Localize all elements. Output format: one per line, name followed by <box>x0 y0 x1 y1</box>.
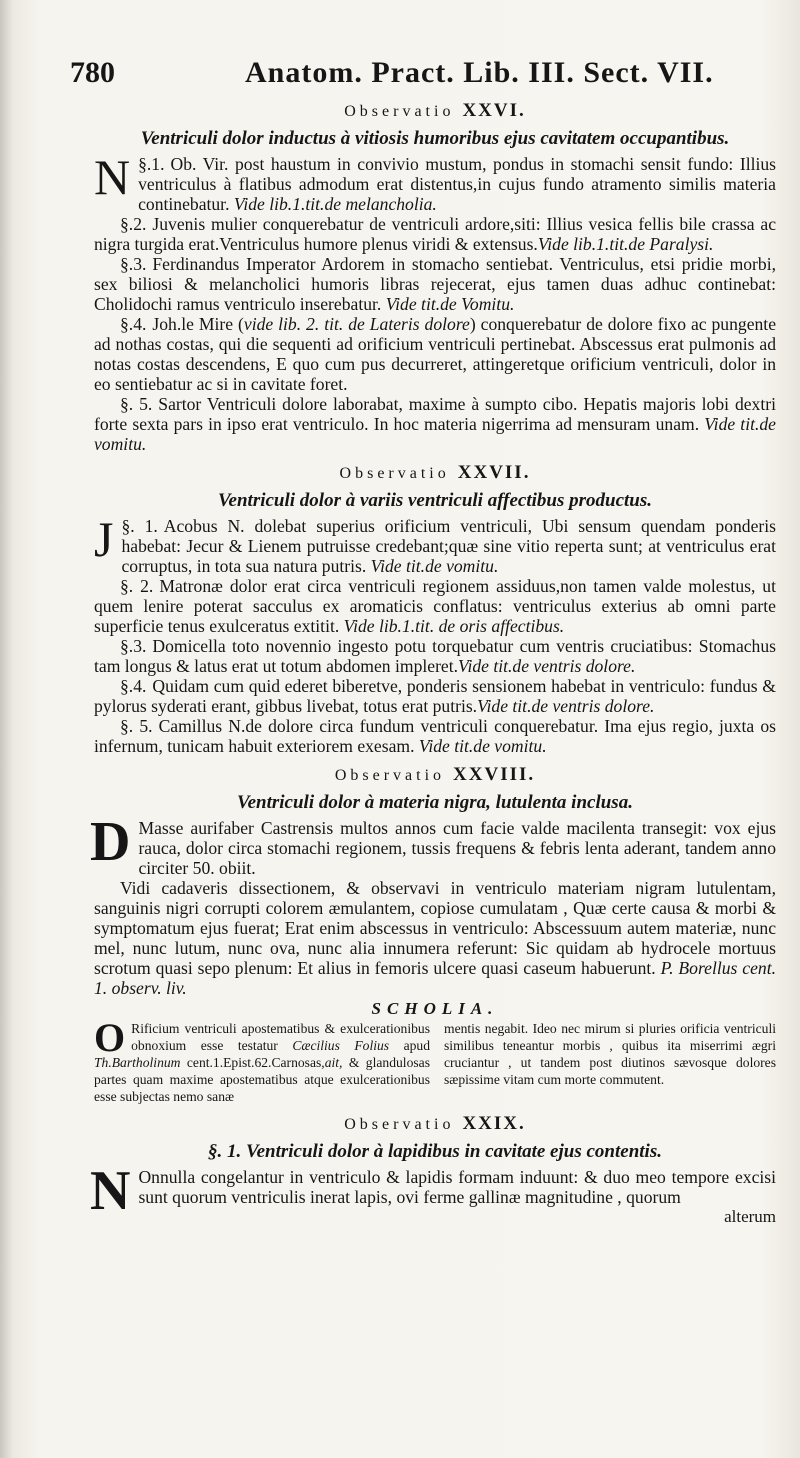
cross-reference: Vide lib.1.tit.de melancholia. <box>233 194 437 214</box>
text-column <box>90 96 776 1227</box>
page-number: 780 <box>70 56 115 89</box>
paragraph-text: Masse aurifaber Castrensis multos annos cum facie valde macilenta transegit: vox ejus rauca, dolor circa stomachi regionem, tussis frequens & febris lenta aderant, tandem anno circiter 50. obiit. <box>138 818 776 878</box>
paragraph-text: Joh.le Mire ( <box>152 314 244 334</box>
observation-subtitle: Ventriculi dolor inductus à vitiosis humoribus ejus cavitatem occupantibus. <box>140 128 730 149</box>
paragraph <box>90 811 776 878</box>
initial-capital: D <box>90 811 131 873</box>
initial-capital: N <box>90 1160 131 1222</box>
observation-heading <box>94 98 776 124</box>
author-name: Th.Bartholinum <box>94 1055 181 1070</box>
section-mark: §.4. <box>120 314 147 334</box>
cross-reference: Vide tit.de vomitu. <box>370 556 499 576</box>
scholia-text: ait, <box>324 1055 343 1070</box>
scholia-column-left <box>94 1015 430 1105</box>
page-gutter <box>0 0 14 1458</box>
paragraph-text: Onnulla congelantur in ventriculo & lapidis formam induunt: & duo meo tempore excisi sunt quorum ventriculis inerat lapis, ovi ferme gallinæ magnitudine , quorum <box>138 1167 776 1207</box>
section-mark: §. 5. <box>120 716 153 736</box>
paragraph <box>94 511 776 576</box>
running-title: Anatom. Pract. Lib. III. Sect. VII. <box>245 56 714 89</box>
paragraph-text: Camillus N.de dolore circa fundum ventriculi conquerebatur. Ima ejus regio, juxta os infernum, tunicam habuit exteriorem exesam. <box>94 716 776 756</box>
cross-reference: Vide tit.de vomitu. <box>418 736 547 756</box>
cross-reference: vide lib. 2. tit. de Lateris dolore <box>243 314 470 334</box>
observation-subtitle: §. 1. Ventriculi dolor à lapidibus in cavitate ejus contentis. <box>208 1141 662 1162</box>
observation-number: XXVII. <box>457 462 531 483</box>
author-name: Cæcilius Folius <box>292 1038 390 1053</box>
section-mark: §. 1. <box>121 516 158 536</box>
paragraph-text: Juvenis mulier conquerebatur de ventriculi ardore,siti: Illius vesica fellis bile crassa ac nigra turgida erat.Ventriculus humore plenus viridi & extensus. <box>94 214 776 254</box>
initial-capital: J <box>94 511 114 567</box>
paragraph-text: Matronæ dolor erat circa ventriculi regionem assiduus,non tamen valde molestus, ut quem lenire poterat sacculus ex aromaticis conflatus: ventriculus exterius ab omni parte superficie tenus exulceratus extitit. <box>94 576 776 636</box>
observation-label: Observatio <box>334 767 446 784</box>
paragraph-text: Domicella toto novennio ingesto potu torquebatur cum ventris cruciatibus: Stomachus tam longus & latus erat ut totum abdomen impleret. <box>94 636 776 676</box>
section-mark: §. 5. <box>120 394 153 414</box>
cross-reference: Vide tit.de ventris dolore. <box>458 656 636 676</box>
paragraph-text: Vidi cadaveris dissectionem, & observavi in ventriculo materiam nigram lutulentam, sanguinis nigri corrupti colorem æmulantem, copiose cumulatam , Quæ certe causa & morbi & symptomatum ejus fuerat; Erat enim abscessus in ventriculo: Abscessuum autem materiæ, nunc mel, nunc lutum, nunc ova, nunc alia innumera referunt: Sic quidam ab hydrocele mortuus scrotum quasi sepo plenum: Et alius in femoris ulcere quasi caseum habuerunt. <box>94 878 776 978</box>
paragraph <box>94 576 776 636</box>
paragraph <box>94 314 776 394</box>
scholia-column-right <box>444 1020 776 1105</box>
observation-label: Observatio <box>339 465 450 482</box>
paragraph <box>94 254 776 314</box>
paragraph-text: Sartor Ventriculi dolore laborabat, maxime à sumpto cibo. Hepatis majoris lobi dextri forte sexta pars in ipso erat ventriculo. In hoc materia nigerrima ad mensuram unam. <box>94 394 776 434</box>
catchword: alterum <box>724 1207 776 1226</box>
observation-heading <box>94 762 776 788</box>
paragraph <box>94 676 776 716</box>
scholia-text: apud <box>389 1038 430 1053</box>
cross-reference: Vide lib.1.tit. de oris affectibus. <box>343 616 565 636</box>
paragraph <box>94 716 776 756</box>
section-mark: §.3. <box>120 636 147 656</box>
section-mark: §.2. <box>120 214 147 234</box>
initial-capital: O <box>94 1015 126 1060</box>
paragraph <box>94 149 776 214</box>
observation-label: Observatio <box>344 1116 455 1133</box>
cross-reference: Vide lib.1.tit.de Paralysi. <box>537 234 714 254</box>
paragraph-text: Ferdinandus Imperator Ardorem in stomacho sentiebat. Ventriculus, etsi pridie morbi, sex biliosi & melancholici humoris libras rejecerat, ejus tamen duas adhuc continebat: Cholidochi ramus ventriculo inserebatur. <box>94 254 776 314</box>
running-header <box>70 56 760 98</box>
observation-heading <box>94 460 776 486</box>
observation-number: XXIX. <box>462 1113 526 1134</box>
section-mark: §.4. <box>120 676 147 696</box>
section-mark: §.3. <box>120 254 147 274</box>
paragraph-text: ) conquerebatur de dolore fixo ac pungente ad nothas costas, qui die sequenti ad orificium ventriculi pertinebat. Abscessus erat pulmonis ad notas costas descendens, E quo cum pus decurreret, attingeretque orificium ventriculi, dolor in eo sentiebatur ac si in cavitate foret. <box>94 314 776 394</box>
observation-subtitle: Ventriculi dolor à materia nigra, lutulenta inclusa. <box>237 792 633 813</box>
scholia-block <box>94 1015 776 1105</box>
paragraph <box>94 878 776 998</box>
scholia-text: & glandulosas partes quam maxime apostematibus atque exulcerationibus esse subjectas nemo sanæ <box>94 1055 430 1104</box>
section-mark: §.1. <box>138 154 165 174</box>
observation-number: XXVIII. <box>453 764 536 785</box>
paragraph-text: Ob. Vir. post haustum in convivio mustum, pondus in stomachi sensit fundo: Illius ventriculus à flatibus admodum erat distentus,in cujus fundo atramento similis materia continebatur. <box>138 154 776 214</box>
scholia-text: cent.1.Epist.62.Carnosas, <box>180 1055 325 1070</box>
paragraph-text: Acobus N. dolebat superius orificium ventriculi, Ubi sensum quendam ponderis habebat: Jecur & Lienem putruisse credebant;quæ sine vitio reperta sunt; at ventriculus erat corruptus, in tota sua natura putris. <box>121 516 776 576</box>
paragraph <box>94 394 776 454</box>
cross-reference: Vide tit.de Vomitu. <box>385 294 515 314</box>
cross-reference: Vide tit.de vomitu. <box>94 414 776 454</box>
section-mark: §. 2. <box>120 576 154 596</box>
observation-number: XXVI. <box>462 100 526 121</box>
observation-heading <box>94 1111 776 1137</box>
citation: P. Borellus cent. 1. observ. liv. <box>94 958 776 998</box>
scholia-text: Rificium ventriculi apostematibus & exulcerationibus obnoxium esse testatur <box>131 1021 430 1053</box>
cross-reference: Vide tit.de ventris dolore. <box>477 696 655 716</box>
paragraph <box>94 214 776 254</box>
scholia-title: SCHOLIA. <box>371 999 499 1018</box>
observation-subtitle: Ventriculi dolor à variis ventriculi affectibus productus. <box>217 490 653 511</box>
observation-label: Observatio <box>344 103 455 120</box>
paragraph <box>94 636 776 676</box>
scholia-text: mentis negabit. Ideo nec mirum si pluries orificia ventriculi similibus teneantur morbis , quibus ita miserrimi ægri cruciantur , ut tandem post diutinos sævosque dolores sæpissime vitam cum morte commutent. <box>444 1021 776 1087</box>
initial-capital: N <box>94 149 131 205</box>
paragraph-text: Quidam cum quid ederet biberetve, ponderis sensionem habebat in ventriculo: fundus & pylorus syderati erant, gibbus livebat, totus erat putris. <box>94 676 776 716</box>
